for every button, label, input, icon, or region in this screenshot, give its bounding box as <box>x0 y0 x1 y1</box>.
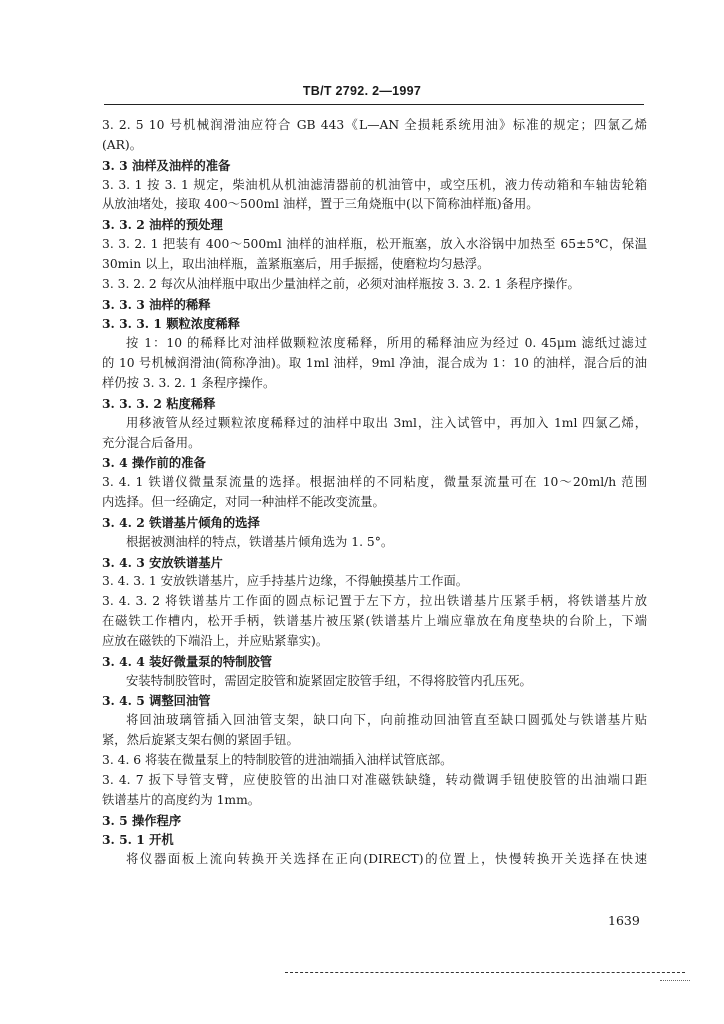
scan-artifact-line <box>285 972 685 973</box>
section-3-4-heading: 3. 4 操作前的准备 <box>102 455 206 471</box>
section-3-4-2-heading: 3. 4. 2 铁谱基片倾角的选择 <box>102 514 260 530</box>
clause-3-4-1-line-2: 内选择。但一经确定，对同一种油样不能改变流量。 <box>102 495 385 510</box>
standard-number-header: TB/T 2792. 2—1997 <box>302 84 422 98</box>
clause-3-2-5-line-1: 3. 2. 5 10 号机械润滑油应符合 GB 443《L—AN 全损耗系统用油》标准的规定；四氯乙烯 <box>102 118 647 132</box>
paragraph-3-3-3-1-line-3: 样仍按 3. 3. 2. 1 条程序操作。 <box>102 375 276 390</box>
paragraph-3-4-5-line-2: 紧，然后旋紧支架右侧的紧固手钮。 <box>102 733 299 748</box>
clause-3-3-1-line-1: 3. 3. 1 按 3. 1 规定，柴油机从机油滤清器前的机油管中，或空压机，液力传动箱和车轴齿轮箱 <box>102 177 647 192</box>
section-3-4-4-heading: 3. 4. 4 装好微量泵的特制胶管 <box>102 653 273 669</box>
paragraph-3-4-5-line-1: 将回油玻璃管插入回油管支架，缺口向下，向前推动回油管直至缺口圆弧处与铁谱基片贴 <box>126 713 647 728</box>
paragraph-3-3-3-2-line-1: 用移液管从经过颗粒浓度稀释过的油样中取出 3ml，注入试管中，再加入 1ml 四氯乙烯， <box>126 415 647 430</box>
section-3-4-5-heading: 3. 4. 5 调整回油管 <box>102 693 211 709</box>
clause-3-4-7-line-2: 铁谱基片的高度约为 1mm。 <box>102 792 261 807</box>
scan-artifact-dots <box>660 980 690 981</box>
clause-3-4-6-line-1: 3. 4. 6 将装在微量泵上的特制胶管的进油端插入油样试管底部。 <box>102 753 453 767</box>
clause-3-3-2-2-line-1: 3. 3. 2. 2 每次从油样瓶中取出少量油样之前，必须对油样瓶按 3. 3. 2. 1 条程序操作。 <box>102 276 580 291</box>
paragraph-3-4-2-line-1: 根据被测油样的特点，铁谱基片倾角选为 1. 5°。 <box>126 534 394 549</box>
section-3-3-3-heading: 3. 3. 3 油样的稀释 <box>102 296 211 312</box>
paragraph-3-4-4-line-1: 安装特制胶管时，需固定胶管和旋紧固定胶管手纽，不得将胶管内孔压死。 <box>126 673 532 688</box>
section-3-4-3-heading: 3. 4. 3 安放铁谱基片 <box>102 554 223 570</box>
section-3-3-2-heading: 3. 3. 2 油样的预处理 <box>102 217 223 233</box>
header-rule <box>104 104 644 105</box>
paragraph-3-3-3-1-line-1: 按 1：10 的稀释比对油样做颗粒浓度稀释，所用的稀释油应为经过 0. 45μm 滤纸过滤过 <box>126 336 647 351</box>
clause-3-4-3-2-line-3: 应放在磁铁的下端沿上，并应贴紧靠实)。 <box>102 633 329 648</box>
clause-3-4-7-line-1: 3. 4. 7 扳下导管支臂，应使胶管的出油口对准磁铁缺缝，转动微调手钮使胶管的出油端口距 <box>102 772 647 787</box>
section-3-5-1-heading: 3. 5. 1 开机 <box>102 832 174 848</box>
section-3-3-heading: 3. 3 油样及油样的准备 <box>102 157 231 173</box>
clause-3-3-2-1-line-1: 3. 3. 2. 1 把装有 400～500ml 油样的油样瓶，松开瓶塞，放入水浴锅中加热至 65±5℃，保温 <box>102 237 647 252</box>
document-body <box>102 116 647 870</box>
clause-3-3-2-1-line-2: 30min 以上，取出油样瓶，盖紧瓶塞后，用手振摇，使磨粒均匀悬浮。 <box>102 256 490 271</box>
clause-3-4-3-1-line-1: 3. 4. 3. 1 安放铁谱基片，应手持基片边缘，不得触摸基片工作面。 <box>102 574 469 589</box>
page-number: 1639 <box>608 913 640 928</box>
paragraph-3-5-1-line-1: 将仪器面板上流向转换开关选择在正向(DIRECT)的位置上，快慢转换开关选择在快速 <box>126 852 647 867</box>
section-3-3-3-2-heading: 3. 3. 3. 2 粘度稀释 <box>102 395 216 411</box>
section-3-3-3-1-heading: 3. 3. 3. 1 颗粒浓度稀释 <box>102 316 240 332</box>
clause-3-4-3-2-line-1: 3. 4. 3. 2 将铁谱基片工作面的圆点标记置于左下方，拉出铁谱基片压紧手柄，将铁谱基片放 <box>102 594 647 609</box>
paragraph-3-3-3-2-line-2: 充分混合后备用。 <box>102 435 201 450</box>
clause-3-2-5-line-2: (AR)。 <box>102 137 143 152</box>
paragraph-3-3-3-1-line-2: 的 10 号机械润滑油(简称净油)。取 1ml 油样，9ml 净油，混合成为 1：10 的油样，混合后的油 <box>102 356 647 371</box>
clause-3-4-1-line-1: 3. 4. 1 铁谱仪微量泵流量的选择。根据油样的不同粘度，微量泵流量可在 10～20ml/h 范围 <box>102 475 647 490</box>
clause-3-4-3-2-line-2: 在磁铁工作槽内，松开手柄，铁谱基片被压紧(铁谱基片上端应靠放在角度垫块的台阶上，下端 <box>102 614 647 629</box>
section-3-5-heading: 3. 5 操作程序 <box>102 812 182 828</box>
clause-3-3-1-line-2: 从放油堵处，接取 400～500ml 油样，置于三角烧瓶中(以下简称油样瓶)备用。 <box>102 197 539 212</box>
